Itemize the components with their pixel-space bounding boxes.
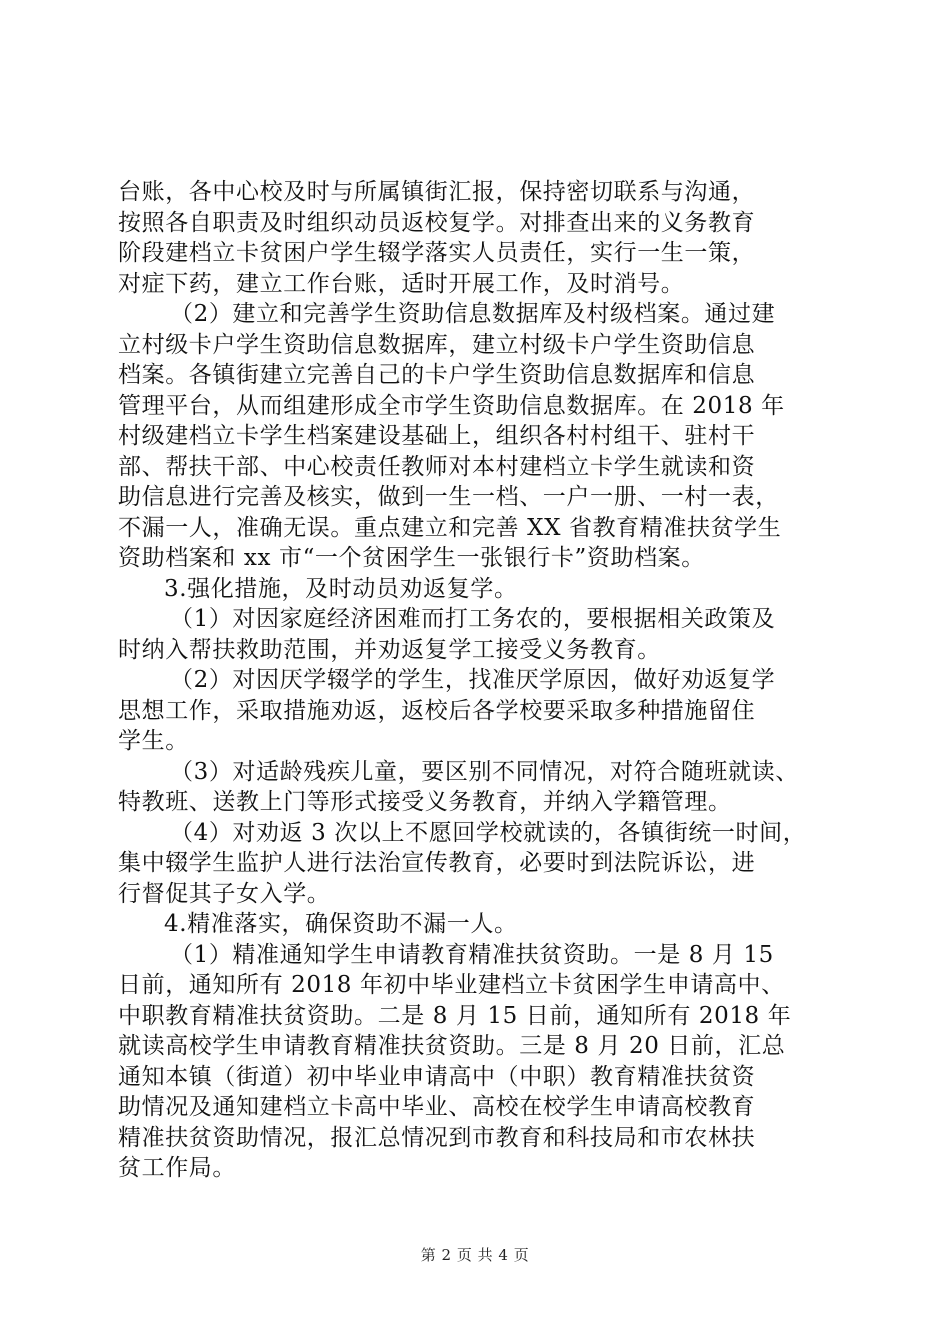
text-line: 精准扶贫资助情况，报汇总情况到市教育和科技局和市农林扶	[118, 1124, 756, 1151]
page-number-footer: 第 2 页 共 4 页	[420, 1246, 530, 1264]
text-line: 时纳入帮扶救助范围，并劝返复学工接受义务教育。	[118, 636, 661, 663]
text-line: 助情况及通知建档立卡高中毕业、高校在校学生申请高校教育	[118, 1094, 756, 1120]
paragraph-start-line: （2）对因厌学辍学的学生，找准厌学原因，做好劝返复学	[170, 667, 776, 693]
text-line: 就读高校学生申请教育精准扶贫资助。三是 8 月 20 日前，汇总	[118, 1033, 786, 1059]
section-heading: 3.强化措施，及时动员劝返复学。	[164, 575, 518, 602]
text-line: 不漏一人，准确无误。重点建立和完善 XX 省教育精准扶贫学生	[118, 514, 782, 541]
paragraph-start-line: （2）建立和完善学生资助信息数据库及村级档案。通过建	[170, 301, 776, 327]
paragraph-start-line: （1）对因家庭经济困难而打工务农的，要根据相关政策及	[170, 606, 776, 632]
document-body	[118, 177, 834, 1184]
text-line: 立村级卡户学生资助信息数据库，建立村级卡户学生资助信息	[118, 331, 756, 358]
text-line: 集中辍学生监护人进行法治宣传教育，必要时到法院诉讼，进	[118, 850, 756, 876]
text-line: 资助档案和 xx 市“一个贫困学生一张银行卡”资助档案。	[118, 545, 705, 571]
text-line: 特教班、送教上门等形式接受义务教育，并纳入学籍管理。	[118, 789, 732, 815]
text-line: 贫工作局。	[118, 1155, 236, 1181]
text-line: 管理平台，从而组建形成全市学生资助信息数据库。在 2018 年	[118, 392, 785, 419]
text-line: 学生。	[118, 728, 189, 754]
section-heading: 4.精准落实，确保资助不漏一人。	[164, 911, 518, 937]
text-line: 行督促其子女入学。	[118, 880, 331, 907]
text-line: 助信息进行完善及核实，做到一生一档、一户一册、一村一表，	[118, 484, 779, 510]
paragraph-start-line: （3）对适龄残疾儿童，要区别不同情况，对符合随班就读、	[170, 758, 799, 785]
paragraph-start-line: （1）精准通知学生申请教育精准扶贫资助。一是 8 月 15	[170, 941, 774, 968]
text-line: 中职教育精准扶贫资助。二是 8 月 15 日前，通知所有 2018 年	[118, 1002, 792, 1029]
paragraph-start-line: （4）对劝返 3 次以上不愿回学校就读的，各镇街统一时间，	[170, 819, 807, 846]
text-line: 通知本镇（街道）初中毕业申请高中（中职）教育精准扶贫资	[118, 1063, 756, 1090]
text-line: 台账，各中心校及时与所属镇街汇报，保持密切联系与沟通，	[118, 179, 756, 205]
text-line: 思想工作，采取措施劝返，返校后各学校要采取多种措施留住	[118, 697, 756, 724]
text-line: 部、帮扶干部、中心校责任教师对本村建档立卡学生就读和资	[118, 453, 756, 480]
text-line: 阶段建档立卡贫困户学生辍学落实人员责任，实行一生一策，	[118, 240, 756, 266]
text-line: 日前，通知所有 2018 年初中毕业建档立卡贫困学生申请高中、	[118, 972, 785, 998]
text-line: 对症下药，建立工作台账，适时开展工作，及时消号。	[118, 270, 685, 297]
text-line: 档案。各镇街建立完善自己的卡户学生资助信息数据库和信息	[118, 362, 756, 388]
text-line: 按照各自职责及时组织动员返校复学。对排查出来的义务教育	[118, 209, 756, 236]
text-line: 村级建档立卡学生档案建设基础上，组织各村村组干、驻村干	[118, 423, 756, 449]
